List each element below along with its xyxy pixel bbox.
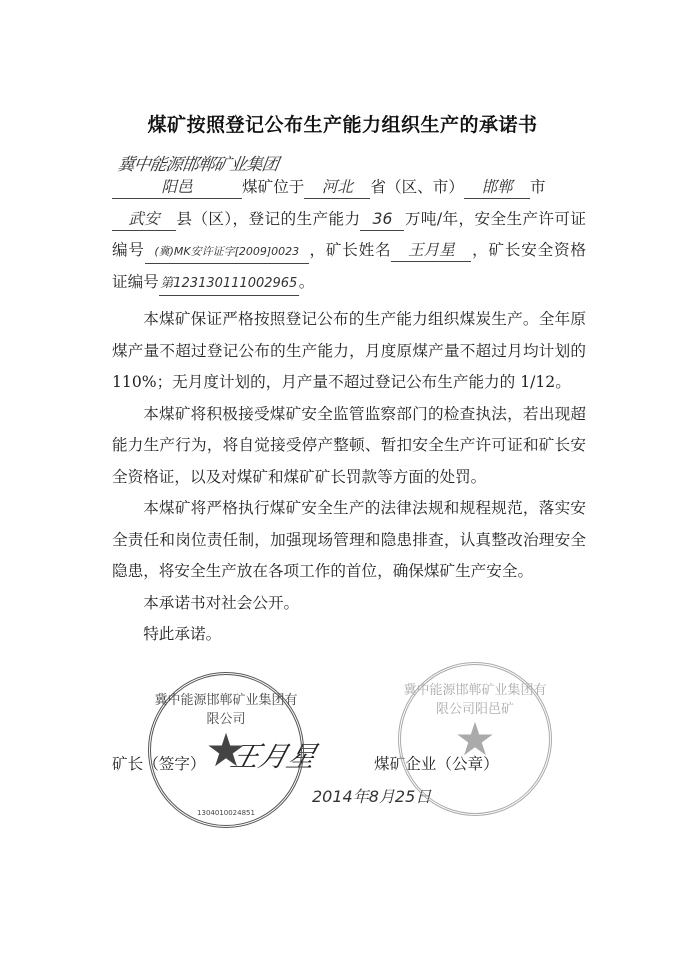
static-text: ，矿长姓名: [308, 241, 392, 259]
handwritten-group-name: 冀中能源邯郸矿业集团: [116, 155, 280, 175]
star-icon: ★: [454, 712, 496, 766]
certificate-number-field: 第123130111002965: [159, 273, 299, 296]
county-field: 武安: [112, 208, 176, 231]
static-text: 。: [298, 272, 315, 291]
province-field: 河北: [304, 176, 370, 199]
paragraph-capacity: 本煤矿保证严格按照登记公布的生产能力组织煤炭生产。全年原煤产量不超过登记公布的生产能力，月度原煤产量不超过月均计划的 110%；无月度计划的，月产量不超过登记公布生产能力的 1/12。: [112, 310, 586, 391]
paragraph-enforcement: 本煤矿将积极接受煤矿安全监管监察部门的检查执法，若出现超能力生产行为，将自觉接受停产整顿、暂扣安全生产许可证和矿长安全资格证，以及对煤矿和煤矿矿长罚款等方面的处罚。: [112, 404, 586, 486]
static-text: ，矿长安全资格证编号: [112, 241, 586, 291]
star-icon: ★: [205, 723, 247, 777]
seal-text: 冀中能源邯郸矿业集团有限公司: [154, 693, 298, 727]
paragraph-safety: 本煤矿将严格执行煤矿安全生产的法律法规和规程规范，落实安全责任和岗位责任制，加强现场管理和隐患排查，认真整改治理安全隐患，将安全生产放在各项工作的首位，确保煤矿生产安全。: [112, 499, 586, 580]
signing-date: 2014年8月25日: [312, 787, 432, 806]
static-text: 万吨/年，安全生产许可证编号: [112, 209, 586, 259]
mine-info-paragraph: [112, 172, 586, 298]
director-signature: 王月星: [227, 740, 321, 773]
director-name-field: 王月星: [391, 239, 471, 262]
paragraph-closing: 特此承诺。: [143, 625, 222, 643]
commitment-paragraphs: [112, 304, 586, 651]
director-signature-label: 矿长（签字）: [112, 755, 206, 773]
static-text: 县（区），登记的生产能力: [176, 209, 361, 228]
license-number-field: (冀)MK安许证字[2009]0023: [145, 241, 309, 264]
paragraph-public: 本承诺书对社会公开。: [143, 593, 300, 612]
static-text: 省（区、市）: [370, 178, 464, 196]
seal-text: 冀中能源邯郸矿业集团有限公司阳邑矿: [403, 683, 547, 717]
document-title: 煤矿按照登记公布生产能力组织生产的承诺书: [147, 114, 538, 136]
seal-number: 1304010024851: [197, 809, 255, 817]
capacity-field: 36: [360, 208, 404, 231]
enterprise-seal-label: 煤矿企业（公章）: [374, 755, 499, 773]
static-text: 煤矿位于: [242, 178, 305, 196]
static-text: 市: [529, 178, 546, 196]
city-field: 邯郸: [464, 176, 530, 199]
mine-name-field: 阳邑: [112, 176, 242, 199]
